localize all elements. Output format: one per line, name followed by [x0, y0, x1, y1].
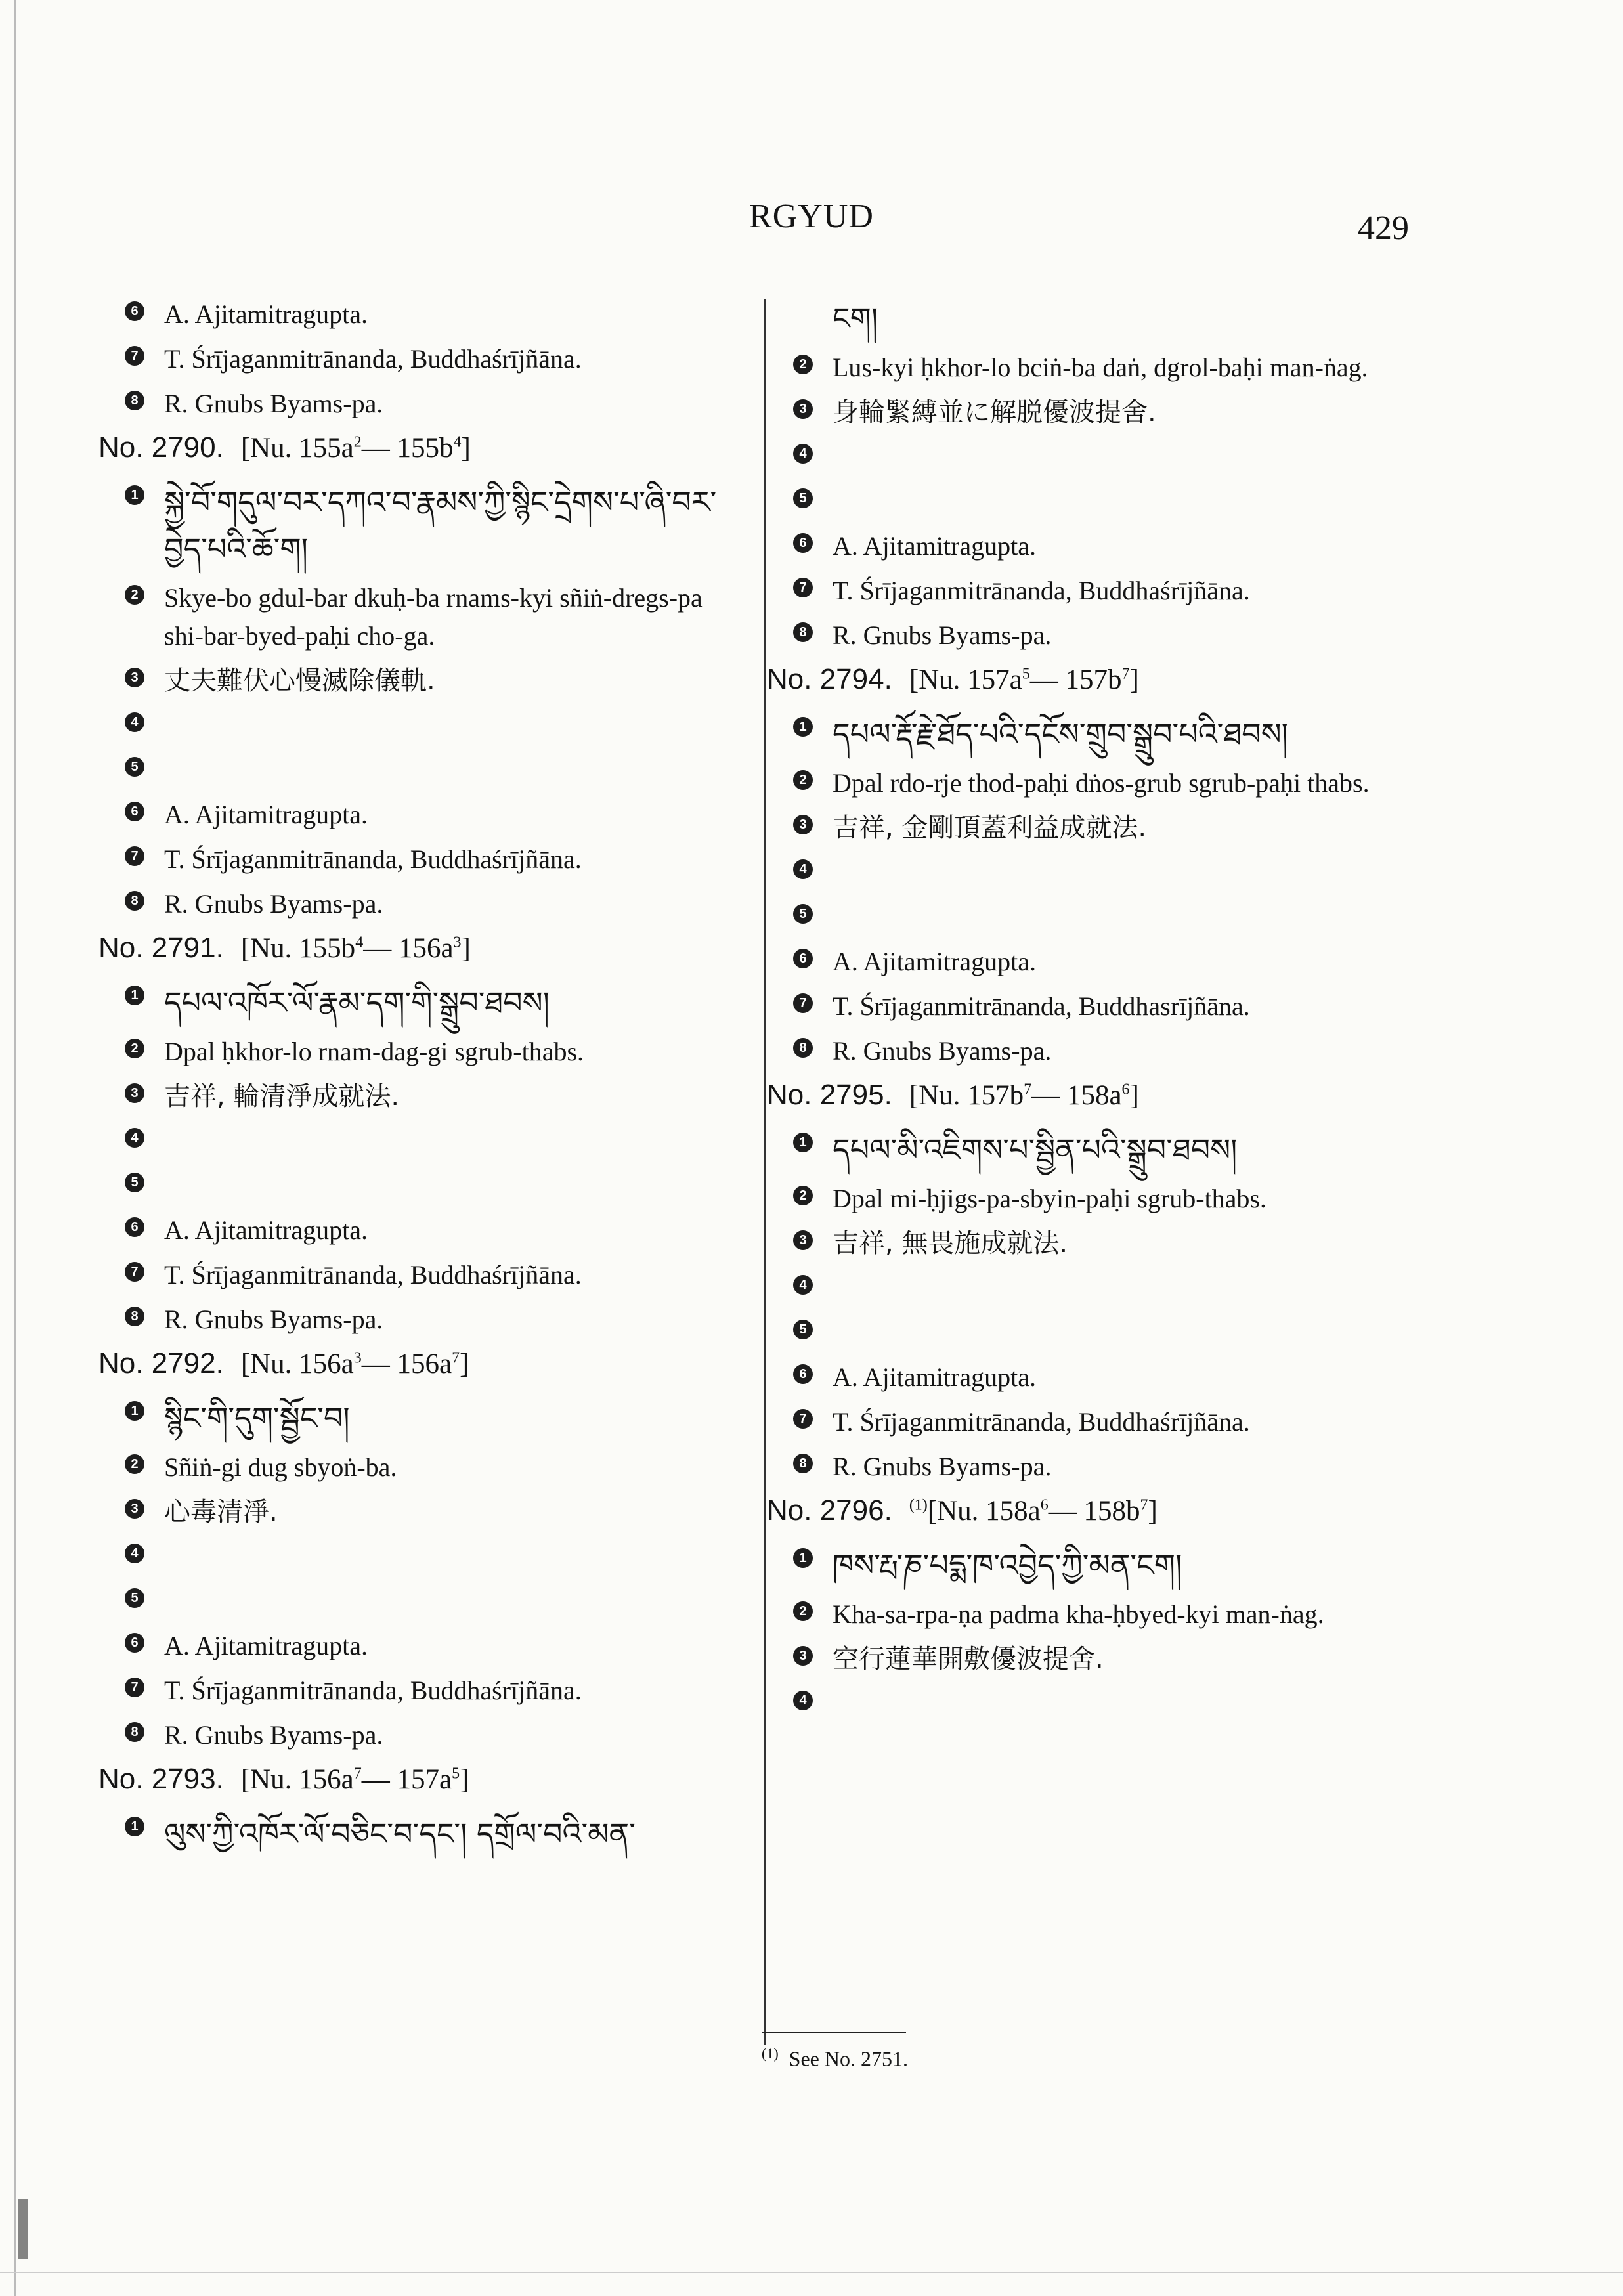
line-text: T. Śrījaganmitrānanda, Buddhaśrījñāna. — [164, 344, 582, 374]
line-marker: 4 — [793, 1275, 813, 1295]
folio-range-start-line: 4 — [355, 934, 364, 952]
line-marker: 8 — [793, 1038, 813, 1058]
chinese-title: 身輪緊縛並に解脱優波提舍. — [833, 397, 1156, 428]
line-text: T. Śrījaganmitrānanda, Buddhasrījñāna. — [833, 991, 1250, 1022]
line-marker: 5 — [793, 904, 813, 924]
folio-range-close: ] — [460, 1349, 469, 1380]
line-text: Dpal mi-ḥjigs-pa-sbyin-paḥi sgrub-thabs. — [833, 1184, 1266, 1214]
right-entries — [767, 661, 1410, 1723]
entry-line — [98, 1493, 742, 1531]
entry-heading — [767, 1492, 1410, 1529]
line-marker: 5 — [125, 1173, 144, 1192]
folio-range-end: — 155b — [361, 433, 454, 464]
line-text: Dpal rdo-rje thod-paḥi dṅos-grub sgrub-paḥi thabs. — [833, 768, 1370, 798]
line-marker: 7 — [125, 846, 144, 866]
catalog-entry — [98, 930, 742, 1339]
catalog-entry — [98, 429, 742, 923]
folio-range-end-line: 5 — [452, 1765, 460, 1783]
line-marker: 4 — [793, 444, 813, 464]
line-marker: 8 — [125, 891, 144, 911]
line-marker: 8 — [125, 1307, 144, 1326]
folio-range-start: [Nu. 157a — [909, 664, 1022, 696]
line-text: T. Śrījaganmitrānanda, Buddhaśrījñāna. — [833, 1407, 1250, 1437]
entry-line — [767, 1224, 1410, 1263]
chinese-title: 丈夫難伏心慢滅除儀軌. — [164, 666, 435, 697]
line-text: T. Śrījaganmitrānanda, Buddhaśrījñāna. — [164, 1676, 582, 1706]
line-marker: 2 — [793, 770, 813, 790]
entry-line — [767, 1358, 1410, 1397]
chinese-title: 空行蓮華開敷優波提舍. — [833, 1644, 1104, 1675]
entry-line — [98, 885, 742, 923]
line-marker: 7 — [793, 993, 813, 1013]
footnote-text — [762, 2045, 1352, 2071]
folio-range-end: — 158a — [1031, 1080, 1122, 1112]
line-text: A. Ajitamitragupta. — [833, 947, 1036, 977]
entry-line — [98, 1672, 742, 1710]
line-marker: 6 — [125, 301, 144, 321]
entry-line — [767, 943, 1410, 981]
line-marker: 8 — [793, 622, 813, 642]
line-marker: 7 — [125, 1262, 144, 1282]
line-text: A. Ajitamitragupta. — [833, 1362, 1036, 1393]
footnote — [762, 2032, 1352, 2071]
line-marker: 6 — [125, 802, 144, 821]
tibetan-title: ཁས་རྤ་ཎ་པདྨ་ཁ་འབྱེད་ཀྱི་མན་ངག། — [833, 1548, 1182, 1584]
line-text: Sñiṅ-gi dug sbyoṅ-ba. — [164, 1452, 397, 1483]
catalog-entry — [98, 1345, 742, 1754]
entry-line — [767, 1542, 1410, 1589]
line-marker: 5 — [793, 488, 813, 508]
line-text: A. Ajitamitragupta. — [833, 531, 1036, 561]
line-marker: 8 — [793, 1454, 813, 1473]
right-carryover — [767, 295, 1410, 655]
line-marker: 3 — [793, 815, 813, 834]
folio-range-start-line: 6 — [1040, 1497, 1049, 1515]
line-marker: 7 — [793, 1409, 813, 1429]
entry-line — [98, 1211, 742, 1249]
entry-line — [98, 1167, 742, 1205]
entry-line — [98, 340, 742, 378]
entry-number: No. 2794. — [767, 663, 892, 696]
folio-range-end-line: 7 — [1121, 665, 1130, 683]
entry-line — [767, 1403, 1410, 1441]
tibetan-title: དཔལ་རྡོ་རྗེ་ཐོད་པའི་དངོས་གྲུབ་སྒྲུབ་པའི་ཐབས། — [833, 716, 1288, 752]
entry-line — [98, 479, 742, 573]
left-column — [98, 289, 742, 1864]
entry-line — [98, 1582, 742, 1620]
line-text: R. Gnubs Byams-pa. — [833, 620, 1052, 651]
entry-line — [767, 711, 1410, 758]
entry-heading — [98, 930, 742, 966]
folio-range-start: [Nu. 155b — [240, 933, 356, 964]
entry-line — [767, 393, 1410, 431]
entry-line — [98, 579, 742, 655]
entry-line — [767, 1314, 1410, 1352]
line-marker: 1 — [125, 986, 144, 1005]
entry-line — [98, 1033, 742, 1071]
footnote-mark: (1) — [762, 2045, 779, 2062]
tibetan-title: ངག། — [833, 301, 878, 336]
right-column — [767, 289, 1410, 1729]
page-number: 429 — [1358, 209, 1409, 247]
line-text: A. Ajitamitragupta. — [164, 800, 368, 830]
entry-line — [98, 751, 742, 789]
line-marker: 6 — [793, 533, 813, 553]
folio-range-start: [Nu. 158a — [927, 1496, 1041, 1527]
folio-range-end-line: 4 — [453, 433, 462, 451]
entry-line — [767, 1032, 1410, 1070]
line-marker: 3 — [793, 1230, 813, 1250]
folio-range-close: ] — [460, 1764, 469, 1796]
entry-line — [767, 898, 1410, 936]
entry-line — [767, 854, 1410, 892]
entry-heading — [767, 1077, 1410, 1114]
line-marker: 2 — [125, 585, 144, 605]
entry-line — [767, 1448, 1410, 1486]
entry-heading — [98, 1345, 742, 1382]
line-marker: 2 — [793, 355, 813, 374]
entry-line — [98, 1301, 742, 1339]
tibetan-title: ལུས་ཀྱི་འཁོར་ལོ་བཅིང་བ་དང་། དགྲོལ་བའི་མན་ — [164, 1816, 636, 1852]
entry-line — [767, 987, 1410, 1026]
folio-range-start: [Nu. 156a — [240, 1349, 354, 1380]
folio-range-close: ] — [1129, 664, 1139, 696]
entry-line — [98, 1395, 742, 1442]
line-marker: 3 — [125, 1083, 144, 1103]
entry-number: No. 2792. — [98, 1347, 224, 1380]
line-marker: 2 — [125, 1039, 144, 1058]
chinese-title: 吉祥, 金剛頂蓋利益成就法. — [833, 813, 1147, 844]
folio-range-end-line: 7 — [452, 1350, 460, 1368]
entry-line — [767, 1640, 1410, 1678]
entry-number: No. 2795. — [767, 1079, 892, 1112]
line-marker: 4 — [125, 1544, 144, 1563]
entry-line — [98, 1811, 742, 1857]
line-text: T. Śrījaganmitrānanda, Buddhaśrījñāna. — [164, 1260, 582, 1290]
entry-number: No. 2791. — [98, 932, 224, 964]
running-header-title: RGYUD — [749, 198, 874, 235]
folio-range-start: [Nu. 155a — [240, 433, 354, 464]
left-carryover — [98, 295, 742, 423]
folio-range-close: ] — [461, 433, 471, 464]
footnote-body: See No. 2751. — [789, 2047, 908, 2071]
folio-range-start: [Nu. 157b — [909, 1080, 1024, 1112]
scan-edge-line — [14, 0, 16, 2296]
entry-line — [98, 840, 742, 878]
entry-line — [767, 1180, 1410, 1218]
entry-line — [98, 1256, 742, 1294]
line-marker: 6 — [125, 1633, 144, 1653]
catalog-entry — [98, 1761, 742, 1857]
line-text: Skye-bo gdul-bar dkuḥ-ba rnams-kyi sñiṅ-dregs-pa shi-bar-byed-paḥi cho-ga. — [164, 583, 703, 651]
line-marker: 1 — [793, 1548, 813, 1568]
entry-line — [767, 809, 1410, 847]
entry-line — [98, 980, 742, 1026]
line-text: R. Gnubs Byams-pa. — [833, 1036, 1052, 1066]
line-text: R. Gnubs Byams-pa. — [164, 1305, 383, 1335]
tibetan-title: དཔལ་མི་འཇིགས་པ་སྦྱིན་པའི་སྒྲུབ་ཐབས། — [833, 1132, 1238, 1168]
line-marker: 3 — [125, 1499, 144, 1519]
folio-range-end: — 156a — [361, 1349, 452, 1380]
entry-line — [767, 1269, 1410, 1307]
line-text: T. Śrījaganmitrānanda, Buddhaśrījñāna. — [164, 844, 582, 875]
entry-line — [98, 385, 742, 423]
entry-heading — [98, 1761, 742, 1798]
line-marker: 6 — [125, 1217, 144, 1237]
catalog-entry — [767, 661, 1410, 1070]
entry-line — [98, 1716, 742, 1754]
entry-line — [98, 796, 742, 834]
folio-range-end: — 158b — [1048, 1496, 1140, 1527]
entry-line — [767, 295, 1410, 342]
scan-stain — [18, 2199, 28, 2259]
entry-line — [98, 1627, 742, 1665]
footnote-rule — [762, 2032, 906, 2033]
line-marker: 1 — [793, 717, 813, 737]
left-entries — [98, 429, 742, 1857]
line-marker: 7 — [125, 346, 144, 366]
line-text: R. Gnubs Byams-pa. — [164, 1720, 383, 1750]
line-marker: 4 — [793, 1691, 813, 1710]
folio-range-start-line: 2 — [353, 433, 362, 451]
line-text: A. Ajitamitragupta. — [164, 1631, 368, 1661]
entry-line — [767, 764, 1410, 802]
column-divider — [764, 299, 766, 2045]
folio-range-start-line: 7 — [353, 1765, 362, 1783]
line-text: Dpal ḥkhor-lo rnam-dag-gi sgrub-thabs. — [164, 1037, 584, 1067]
line-marker: 4 — [125, 1128, 144, 1148]
line-marker: 7 — [125, 1678, 144, 1697]
line-text: R. Gnubs Byams-pa. — [164, 389, 383, 418]
line-marker: 6 — [793, 949, 813, 968]
entry-line — [98, 1122, 742, 1160]
entry-heading — [767, 661, 1410, 698]
entry-line — [767, 572, 1410, 610]
entry-line — [767, 483, 1410, 521]
folio-range-start-line: 3 — [353, 1350, 362, 1368]
folio-range-end-line: 7 — [1140, 1497, 1148, 1515]
folio-range-end-line: 6 — [1121, 1081, 1130, 1099]
line-marker: 2 — [793, 1186, 813, 1205]
line-marker: 6 — [793, 1364, 813, 1384]
folio-range-end: — 157b — [1029, 664, 1122, 696]
entry-line — [767, 1595, 1410, 1634]
line-marker: 4 — [125, 712, 144, 732]
line-text: Lus-kyi ḥkhor-lo bciṅ-ba daṅ, dgrol-baḥi man-ṅag. — [833, 353, 1368, 383]
folio-range-close: ] — [1129, 1080, 1139, 1112]
tibetan-title: དཔལ་འཁོར་ལོ་རྣམ་དག་གི་སྒྲུབ་ཐབས། — [164, 985, 550, 1021]
line-marker: 8 — [125, 1722, 144, 1742]
line-text: R. Gnubs Byams-pa. — [164, 889, 383, 919]
line-text: A. Ajitamitragupta. — [164, 1215, 368, 1245]
line-marker: 5 — [125, 757, 144, 777]
entry-line — [767, 1685, 1410, 1723]
line-text: T. Śrījaganmitrānanda, Buddhaśrījñāna. — [833, 576, 1250, 606]
entry-line — [98, 1077, 742, 1116]
folio-range-close: ] — [461, 933, 471, 964]
catalog-entry — [767, 1492, 1410, 1723]
folio-range-close: ] — [1148, 1496, 1158, 1527]
entry-line — [98, 295, 742, 334]
folio-range-end: — 156a — [363, 933, 454, 964]
folio-range-start-line: 5 — [1022, 665, 1030, 683]
entry-line — [98, 662, 742, 700]
entry-line — [98, 1538, 742, 1576]
entry-line — [98, 1448, 742, 1486]
entry-number: No. 2793. — [98, 1763, 224, 1796]
catalog-entry — [767, 1077, 1410, 1486]
entry-line — [767, 617, 1410, 655]
line-marker: 2 — [793, 1601, 813, 1621]
line-marker: 1 — [125, 1817, 144, 1836]
folio-range-start: [Nu. 156a — [240, 1764, 354, 1796]
line-marker: 4 — [793, 859, 813, 879]
entry-number: No. 2790. — [98, 431, 224, 464]
scan-bottom-line — [0, 2272, 1623, 2273]
tibetan-title: སྙིང་གི་དུག་སྦྱོང་བ། — [164, 1400, 350, 1437]
entry-line — [98, 706, 742, 745]
line-marker: 5 — [793, 1320, 813, 1339]
entry-number-note: (1) — [909, 1497, 928, 1515]
line-marker: 3 — [793, 1646, 813, 1666]
entry-line — [767, 438, 1410, 476]
folio-range-end-line: 3 — [453, 934, 462, 952]
line-marker: 7 — [793, 578, 813, 597]
entry-line — [767, 349, 1410, 387]
line-text: A. Ajitamitragupta. — [164, 299, 368, 329]
line-text: Kha-sa-rpa-ṇa padma kha-ḥbyed-kyi man-ṅag. — [833, 1599, 1324, 1630]
line-marker: 3 — [793, 399, 813, 419]
line-marker: 3 — [125, 668, 144, 687]
line-marker: 1 — [125, 1401, 144, 1421]
chinese-title: 吉祥, 無畏施成就法. — [833, 1228, 1068, 1259]
entry-heading — [98, 429, 742, 466]
line-marker: 2 — [125, 1454, 144, 1474]
line-marker: 8 — [125, 391, 144, 410]
entry-line — [767, 527, 1410, 565]
entry-line — [767, 1127, 1410, 1173]
line-marker: 5 — [125, 1588, 144, 1608]
tibetan-title: སྐྱེ་བོ་གདུལ་བར་དཀའ་བ་རྣམས་ཀྱི་སྙིང་དྲེགས་པ་ཞི་བར་བྱེད་པའི་ཆོ་ག། — [164, 484, 717, 567]
chinese-title: 吉祥, 輪清淨成就法. — [164, 1081, 400, 1112]
chinese-title: 心毒清淨. — [164, 1497, 278, 1528]
folio-range-start-line: 7 — [1024, 1081, 1032, 1099]
line-marker: 1 — [793, 1133, 813, 1152]
entry-number: No. 2796. — [767, 1494, 892, 1527]
line-text: R. Gnubs Byams-pa. — [833, 1452, 1052, 1482]
folio-range-end: — 157a — [361, 1764, 452, 1796]
line-marker: 1 — [125, 485, 144, 505]
